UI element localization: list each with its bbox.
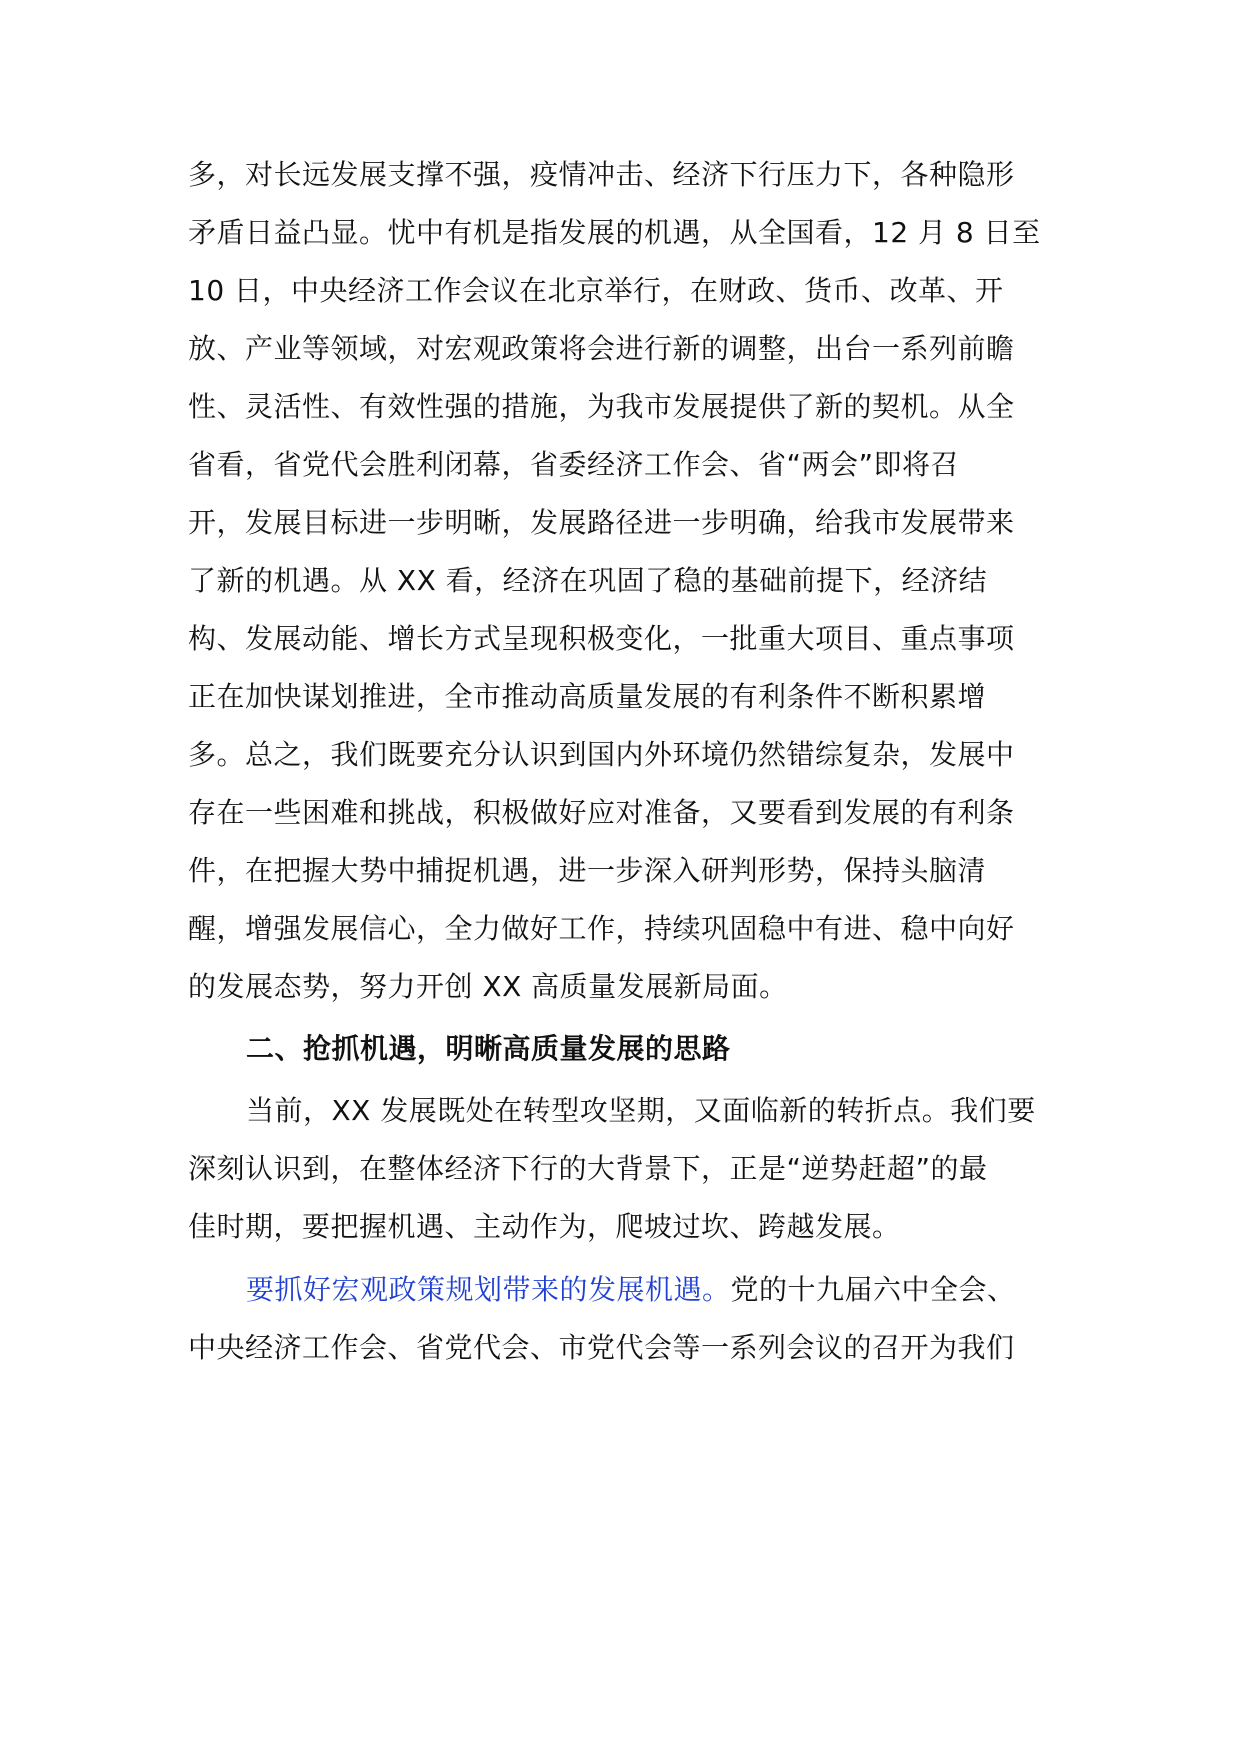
body-text-line: 醒，增强发展信心，全力做好工作，持续巩固稳中有进、稳中向好 [188,912,1015,945]
body-text-line: 多，对长远发展支撑不强，疫情冲击、经济下行压力下，各种隐形 [188,158,1015,191]
section-heading: 二、抢抓机遇，明晰高质量发展的思路 [246,1032,731,1065]
body-text-line: 构、发展动能、增长方式呈现积极变化，一批重大项目、重点事项 [188,622,1015,655]
body-text-line: 开，发展目标进一步明晰，发展路径进一步明确，给我市发展带来 [188,506,1015,539]
highlighted-lead-sentence: 要抓好宏观政策规划带来的发展机遇。 [246,1273,731,1306]
body-text-line: 中央经济工作会、省党代会、市党代会等一系列会议的召开为我们 [188,1331,1015,1364]
body-text-line: 矛盾日益凸显。忧中有机是指发展的机遇，从全国看，12 月 8 日至 [188,216,1041,249]
body-text-line: 性、灵活性、有效性强的措施，为我市发展提供了新的契机。从全 [188,390,1015,423]
body-text-line: 件，在把握大势中捕捉机遇，进一步深入研判形势，保持头脑清 [188,854,987,887]
body-text-line: 放、产业等领域，对宏观政策将会进行新的调整，出台一系列前瞻 [188,332,1015,365]
body-text-line: 10 日，中央经济工作会议在北京举行，在财政、货币、改革、开 [188,274,1004,307]
body-text-line: 的发展态势，努力开创 XX 高质量发展新局面。 [188,970,788,1003]
body-text-fragment: 党的十九届六中全会、 [730,1273,1016,1306]
body-text-line [246,1270,1016,1310]
body-text-line: 佳时期，要把握机遇、主动作为，爬坡过坎、跨越发展。 [188,1210,901,1243]
body-text-line: 了新的机遇。从 XX 看，经济在巩固了稳的基础前提下，经济结 [188,564,988,597]
body-text-line: 省看，省党代会胜利闭幕，省委经济工作会、省“两会”即将召 [188,448,960,481]
body-text-line: 存在一些困难和挑战，积极做好应对准备，又要看到发展的有利条 [188,796,1015,829]
body-text-line: 当前，XX 发展既处在转型攻坚期，又面临新的转折点。我们要 [246,1094,1036,1127]
body-text-line: 正在加快谋划推进，全市推动高质量发展的有利条件不断积累增 [188,680,987,713]
body-text-line: 深刻认识到，在整体经济下行的大背景下，正是“逆势赶超”的最 [188,1152,988,1185]
body-text-line: 多。总之，我们既要充分认识到国内外环境仍然错综复杂，发展中 [188,738,1015,771]
